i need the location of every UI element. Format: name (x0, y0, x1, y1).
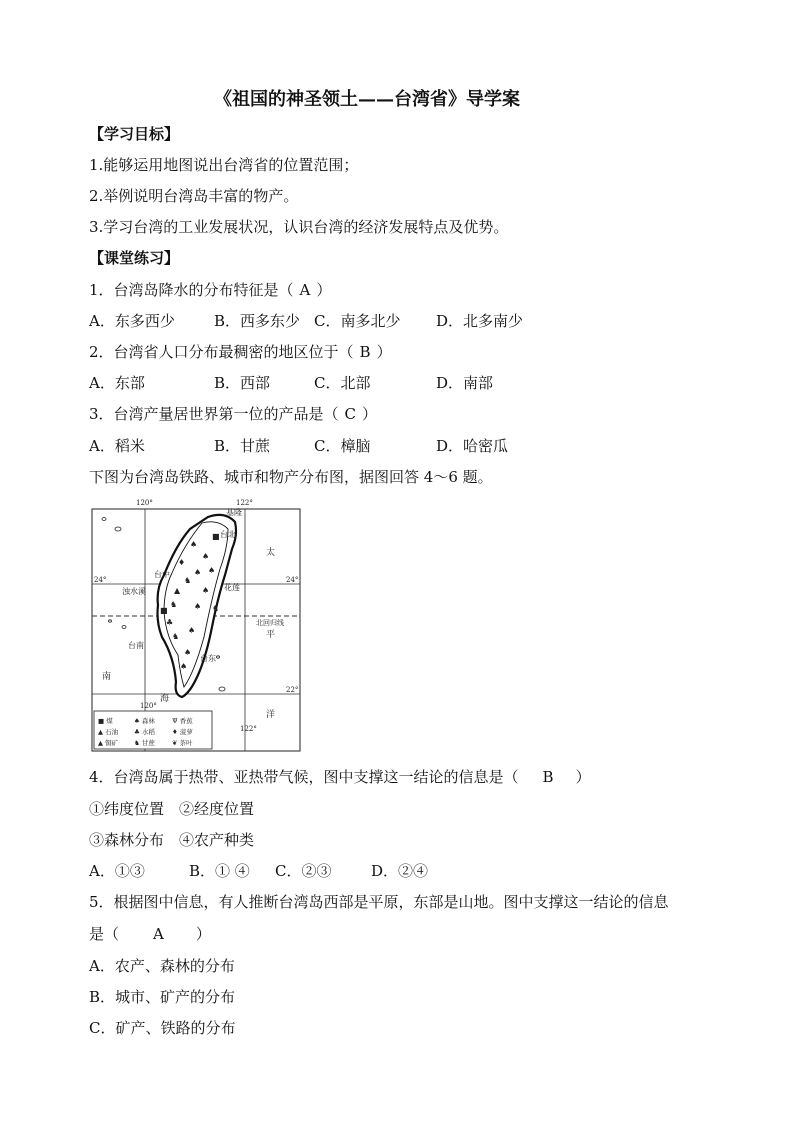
lat-label: 22° (286, 686, 299, 694)
question-2: 2．台湾省人口分布最稠密的地区位于（ B ） (89, 343, 392, 361)
option: C．北部 (314, 374, 371, 392)
svg-text:♠: ♠ (194, 568, 202, 577)
option: C．②③ (275, 862, 332, 880)
legend-item: ❦ 茶叶 (172, 739, 193, 747)
svg-text:♠: ♠ (202, 552, 210, 561)
svg-text:♞: ♞ (212, 604, 220, 613)
option: A．东部 (89, 374, 145, 392)
lon-label: 120° (140, 702, 157, 710)
legend-item: Ψ 香蕉 (172, 717, 193, 725)
svg-text:♠: ♠ (208, 566, 216, 575)
question-stem: 1．台湾岛降水的分布特征是（ (89, 281, 294, 299)
question-4-choices: ③森林分布 ④农产种类 (89, 831, 255, 849)
option: D．哈密瓜 (436, 437, 509, 455)
city-label: 花莲 (224, 583, 240, 592)
objective-item: 2.举例说明台湾岛丰富的物产。 (89, 187, 299, 205)
city-label: 浊水溪 (122, 587, 146, 596)
question-4-options (89, 861, 428, 881)
svg-text:♞: ♞ (172, 632, 180, 641)
svg-text:♦: ♦ (178, 558, 186, 567)
objective-item: 1.能够运用地图说出台湾省的位置范围； (89, 156, 359, 174)
question-5-cont: 是（ A ） (89, 925, 211, 943)
question-4: 4．台湾岛属于热带、亚热带气候，图中支撑这一结论的信息是（ B ） (89, 768, 591, 786)
option: C．樟脑 (314, 437, 371, 455)
option: A．①③ (89, 862, 145, 880)
legend-item: ▲ 石油 (98, 728, 119, 736)
question-3: 3．台湾产量居世界第一位的产品是（ C ） (89, 405, 378, 423)
question-stem: 4．台湾岛属于热带、亚热带气候，图中支撑这一结论的信息是（ (89, 768, 519, 786)
svg-text:♠: ♠ (180, 662, 188, 671)
lat-label: 24° (286, 576, 299, 584)
page-title: 《祖国的神圣领土——台湾省》导学案 (214, 89, 520, 110)
city-label: 台南 (128, 641, 144, 650)
sea-label: 海 (160, 694, 170, 704)
legend-item: ♣ 水稻 (134, 728, 155, 736)
option: B．甘蔗 (214, 437, 271, 455)
option: A．农产、森林的分布 (89, 957, 235, 975)
city-label: 基隆 (226, 508, 242, 517)
option: B．西部 (214, 374, 271, 392)
svg-text:♣: ♣ (166, 618, 174, 627)
question-stem: 2．台湾省人口分布最稠密的地区位于（ (89, 343, 354, 361)
svg-text:▲: ▲ (174, 586, 181, 595)
svg-text:■: ■ (212, 532, 220, 541)
option: B．城市、矿产的分布 (89, 988, 236, 1006)
map-intro: 下图为台湾岛铁路、城市和物产分布图，据图回答 4～6 题。 (89, 468, 493, 486)
svg-text:♞: ♞ (184, 576, 192, 585)
svg-text:♠: ♠ (188, 626, 196, 635)
lon-label: 122° (240, 725, 257, 733)
lat-label: 24° (94, 576, 107, 584)
svg-text:♞: ♞ (170, 600, 178, 609)
svg-text:♠: ♠ (202, 586, 210, 595)
option: C．矿产、铁路的分布 (89, 1019, 236, 1037)
answer: A (153, 925, 164, 943)
question-5: 5．根据图中信息，有人推断台湾岛西部是平原，东部是山地。图中支撑这一结论的信息 (89, 893, 669, 911)
question-2-options (89, 373, 493, 393)
option: D．北多南少 (436, 312, 524, 330)
option: B．① ④ (189, 862, 250, 880)
question-3-options (89, 436, 508, 456)
legend-item: ♠ 森林 (134, 717, 155, 725)
legend-item: ▲ 铜矿 (98, 739, 119, 747)
city-label: 台北 (220, 530, 236, 539)
question-1-options (89, 311, 523, 331)
legend-item: ■ 煤 (98, 717, 113, 725)
sea-label: 洋 (266, 710, 276, 720)
legend-item: ♦ 菠萝 (172, 728, 193, 736)
objectives-heading: 【学习目标】 (89, 125, 180, 143)
objective-item: 3.学习台湾的工业发展状况，认识台湾的经济发展特点及优势。 (89, 218, 509, 236)
tropic-label: 北回归线 (256, 619, 284, 627)
legend-item: ♞ 甘蔗 (134, 739, 155, 747)
svg-text:■: ■ (160, 606, 168, 615)
lon-label: 122° (236, 499, 253, 507)
answer: B (359, 343, 371, 361)
option: D．②④ (371, 862, 429, 880)
answer: C (344, 405, 357, 423)
city-label: 台东 (200, 654, 216, 663)
city-label: 台中 (154, 570, 170, 579)
answer: B (542, 768, 554, 786)
option: B．西多东少 (214, 312, 301, 330)
question-4-choices: ①纬度位置 ②经度位置 (89, 800, 255, 818)
sea-label: 平 (266, 630, 276, 640)
sea-label: 南 (102, 672, 112, 682)
lon-label: 120° (136, 499, 153, 507)
taiwan-map (90, 497, 302, 753)
legend-items (98, 716, 193, 747)
sea-label: 太 (266, 548, 276, 558)
svg-text:♠: ♠ (190, 540, 198, 549)
option: D．南部 (436, 374, 494, 392)
svg-text:♠: ♠ (184, 648, 192, 657)
option: A．稻米 (89, 437, 145, 455)
option: C．南多北少 (314, 312, 401, 330)
practice-heading: 【课堂练习】 (89, 249, 180, 267)
svg-text:♠: ♠ (194, 602, 202, 611)
answer: A (299, 281, 311, 299)
question-1: 1．台湾岛降水的分布特征是（ A ） (89, 281, 332, 299)
question-stem: 3．台湾产量居世界第一位的产品是（ (89, 405, 339, 423)
option: A．东多西少 (89, 312, 175, 330)
